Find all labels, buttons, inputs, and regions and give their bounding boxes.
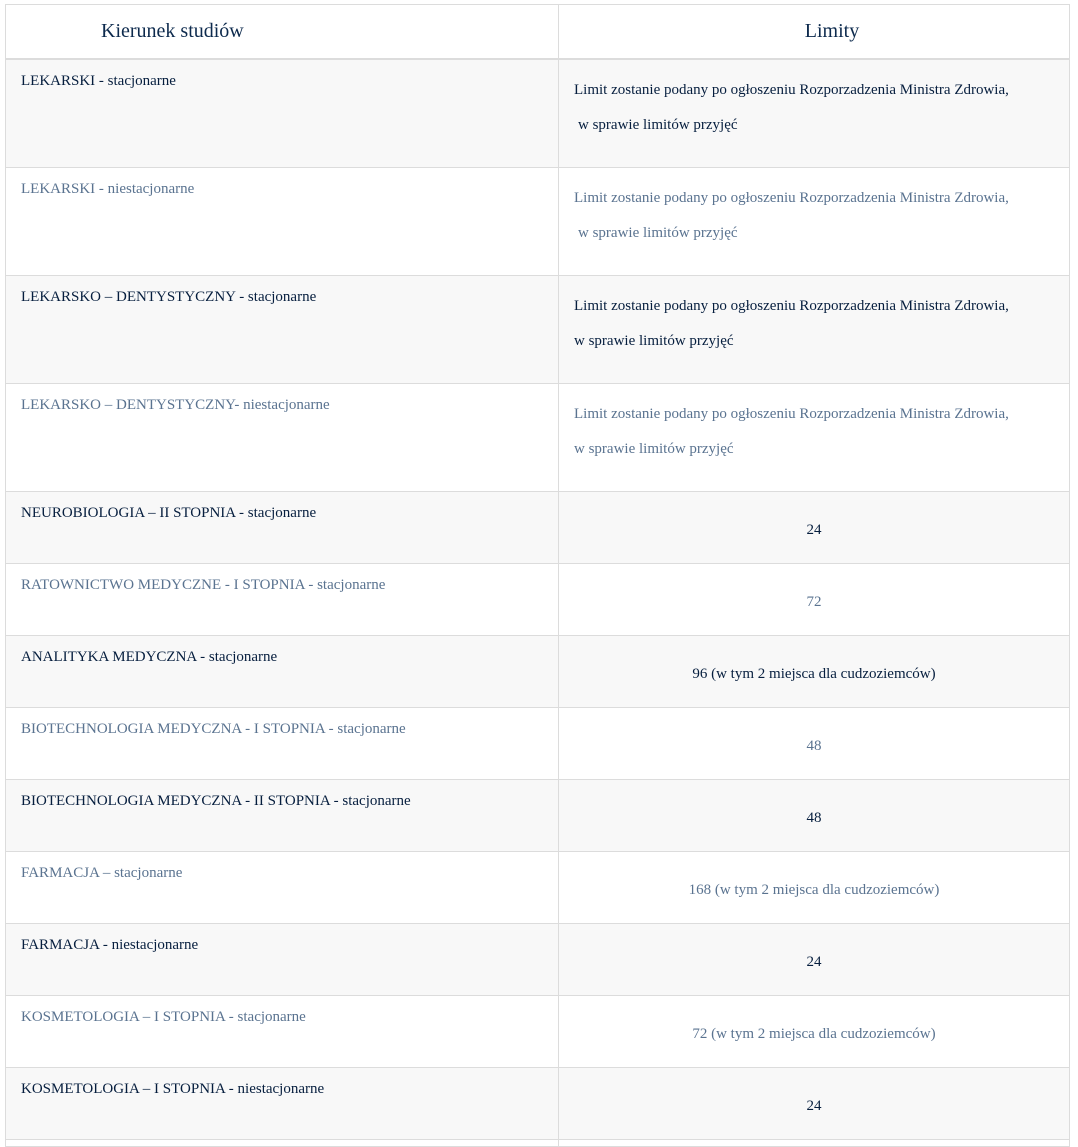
row-name: BIOTECHNOLOGIA MEDYCZNA - I STOPNIA - stacjonarne bbox=[6, 708, 559, 780]
row-name: LEKARSKO – DENTYSTYCZNY- niestacjonarne bbox=[6, 384, 559, 492]
row-name: KOSMETOLOGIA – I STOPNIA - stacjonarne bbox=[6, 996, 559, 1068]
table-row bbox=[6, 924, 1070, 996]
row-limit bbox=[559, 636, 1070, 708]
limit-line1: Limit zostanie podany po ogłoszeniu Rozporzadzenia Ministra Zdrowia, bbox=[574, 406, 1009, 422]
row-limit bbox=[559, 492, 1070, 564]
row-limit bbox=[559, 708, 1070, 780]
limit-value: 72 (w tym 2 miejsca dla cudzoziemców) bbox=[692, 1026, 936, 1042]
row-name: FARMACJA – stacjonarne bbox=[6, 852, 559, 924]
row-limit bbox=[559, 564, 1070, 636]
row-limit bbox=[559, 276, 1070, 384]
table-row bbox=[6, 708, 1070, 780]
row-name-empty bbox=[6, 1140, 559, 1147]
row-name: RATOWNICTWO MEDYCZNE - I STOPNIA - stacjonarne bbox=[6, 564, 559, 636]
row-name: LEKARSKI - stacjonarne bbox=[6, 59, 559, 168]
limit-line1: Limit zostanie podany po ogłoszeniu Rozporzadzenia Ministra Zdrowia, bbox=[574, 298, 1009, 314]
header-kierunek: Kierunek studiów bbox=[6, 5, 559, 60]
limit-value: 48 bbox=[806, 810, 822, 826]
limit-value: 24 bbox=[806, 522, 822, 538]
limit-value: 48 bbox=[806, 738, 822, 754]
table-row bbox=[6, 492, 1070, 564]
row-limit bbox=[559, 168, 1070, 276]
limits-table-container bbox=[5, 4, 1069, 1147]
table-row bbox=[6, 276, 1070, 384]
limit-line2: w sprawie limitów przyjęć bbox=[574, 333, 734, 349]
limit-value: 96 (w tym 2 miejsca dla cudzoziemców) bbox=[692, 666, 936, 682]
row-name: BIOTECHNOLOGIA MEDYCZNA - II STOPNIA - stacjonarne bbox=[6, 780, 559, 852]
table-row bbox=[6, 1068, 1070, 1140]
limit-line2: w sprawie limitów przyjęć bbox=[578, 117, 738, 133]
row-limit bbox=[559, 59, 1070, 168]
row-name: ANALITYKA MEDYCZNA - stacjonarne bbox=[6, 636, 559, 708]
limit-value: 24 bbox=[806, 1098, 822, 1114]
row-name: LEKARSKO – DENTYSTYCZNY - stacjonarne bbox=[6, 276, 559, 384]
limit-line1: Limit zostanie podany po ogłoszeniu Rozporzadzenia Ministra Zdrowia, bbox=[574, 82, 1009, 98]
limit-line1: Limit zostanie podany po ogłoszeniu Rozporzadzenia Ministra Zdrowia, bbox=[574, 190, 1009, 206]
row-limit bbox=[559, 996, 1070, 1068]
table-row-partial bbox=[6, 1140, 1070, 1147]
limit-value: 168 (w tym 2 miejsca dla cudzoziemców) bbox=[688, 882, 940, 898]
table-row bbox=[6, 564, 1070, 636]
table-row bbox=[6, 780, 1070, 852]
row-limit bbox=[559, 1068, 1070, 1140]
header-limity: Limity bbox=[559, 5, 1070, 60]
row-limit bbox=[559, 852, 1070, 924]
row-limit bbox=[559, 384, 1070, 492]
limit-value: 24 bbox=[806, 954, 822, 970]
row-limit bbox=[559, 924, 1070, 996]
row-limit bbox=[559, 780, 1070, 852]
table-row bbox=[6, 384, 1070, 492]
row-name: FARMACJA - niestacjonarne bbox=[6, 924, 559, 996]
limit-value: 72 bbox=[806, 594, 822, 610]
table-row bbox=[6, 636, 1070, 708]
limit-line2: w sprawie limitów przyjęć bbox=[578, 225, 738, 241]
table-row bbox=[6, 852, 1070, 924]
limits-table bbox=[5, 4, 1070, 1147]
row-name: KOSMETOLOGIA – I STOPNIA - niestacjonarne bbox=[6, 1068, 559, 1140]
table-row bbox=[6, 996, 1070, 1068]
table-header-row bbox=[6, 5, 1070, 60]
limit-line2: w sprawie limitów przyjęć bbox=[574, 441, 734, 457]
table-row bbox=[6, 59, 1070, 168]
row-name: LEKARSKI - niestacjonarne bbox=[6, 168, 559, 276]
row-name: NEUROBIOLOGIA – II STOPNIA - stacjonarne bbox=[6, 492, 559, 564]
table-row bbox=[6, 168, 1070, 276]
row-limit-empty bbox=[559, 1140, 1070, 1147]
